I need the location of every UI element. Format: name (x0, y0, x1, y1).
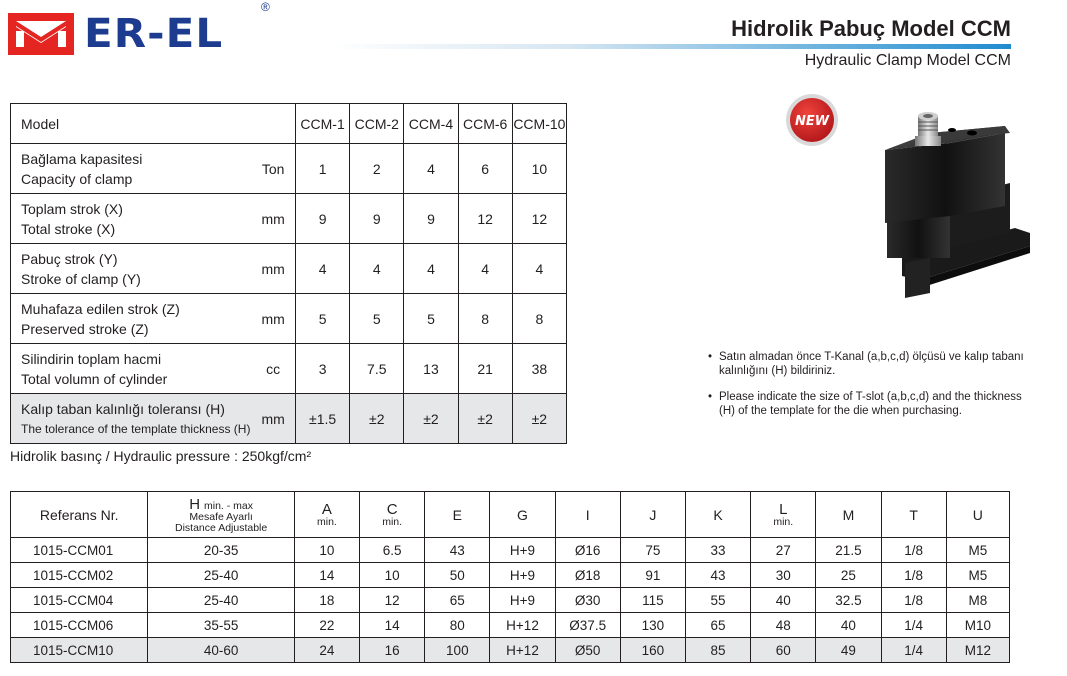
ref-value: H+9 (490, 588, 555, 613)
spec-table (10, 103, 567, 444)
spec-value: 21 (458, 344, 512, 394)
spec-header-row (11, 104, 567, 144)
ref-value: 14 (360, 613, 425, 638)
spec-row-label (11, 244, 254, 294)
registered-mark: ® (261, 0, 270, 14)
ref-value: 1/8 (881, 563, 946, 588)
note-tr: • Satın almadan önce T-Kanal (a,b,c,d) ölçüsü ve kalıp tabanı kalınlığını (H) bildiriniz. (708, 350, 1028, 378)
h-col-tr: Mesafe Ayarlı (189, 510, 253, 523)
ref-value: H+9 (490, 538, 555, 563)
spec-label-en: Total volumn of cylinder (21, 370, 168, 387)
spec-label-tr: Kalıp taban kalınlığı toleransı (H) (21, 400, 225, 417)
ref-value: 24 (294, 638, 359, 663)
brand-logo (8, 12, 278, 56)
spec-row-label (11, 344, 254, 394)
new-badge-text: NEW (794, 114, 830, 129)
l-col-title: L (779, 501, 788, 518)
c-col-header (360, 492, 425, 538)
spec-row-label (11, 394, 254, 444)
a-col-sub: min. (317, 516, 337, 528)
spec-label-tr: Toplam strok (X) (21, 200, 123, 217)
ref-value: 30 (751, 563, 816, 588)
ref-value: M5 (946, 538, 1009, 563)
ref-value: Ø30 (555, 588, 620, 613)
spec-row (11, 394, 567, 444)
spec-value: ±2 (350, 394, 404, 444)
spec-value: 8 (458, 294, 512, 344)
ref-value: Ø18 (555, 563, 620, 588)
spec-row (11, 294, 567, 344)
k-col-header: K (685, 492, 750, 538)
model-ccm-1: CCM-1 (296, 104, 350, 144)
ref-value: 65 (685, 613, 750, 638)
ref-value: 33 (685, 538, 750, 563)
spec-value: 10 (512, 144, 566, 194)
spec-unit: mm (253, 194, 295, 244)
model-label: Model (11, 104, 296, 144)
spec-value: 2 (350, 144, 404, 194)
ref-value: 32.5 (816, 588, 881, 613)
l-col-sub: min. (773, 516, 794, 528)
model-ccm-10: CCM-10 (512, 104, 566, 144)
spec-row (11, 244, 567, 294)
ref-value: 10 (360, 563, 425, 588)
c-col-sub: min. (382, 516, 403, 528)
m-col-header: M (816, 492, 881, 538)
spec-value: 5 (350, 294, 404, 344)
ref-value: H+12 (490, 613, 555, 638)
ref-value: Ø50 (555, 638, 620, 663)
spec-value: 4 (350, 244, 404, 294)
ref-row (11, 538, 1010, 563)
ref-value: 6.5 (360, 538, 425, 563)
ref-value: M10 (946, 613, 1009, 638)
ref-value: 55 (685, 588, 750, 613)
page-title-en: Hydraulic Clamp Model CCM (804, 52, 1011, 69)
ref-value: 75 (620, 538, 685, 563)
product-image (780, 88, 1040, 333)
ref-value: 16 (360, 638, 425, 663)
ref-value: 1/4 (881, 613, 946, 638)
spec-label-tr: Silindirin toplam hacmi (21, 350, 162, 367)
note-en: • Please indicate the size of T-slot (a,b,c,d) and the thickness (H) of the template for the die when purchasing. (708, 390, 1028, 418)
page-title-tr: Hidrolik Pabuç Model CCM (731, 16, 1011, 41)
spec-value: 6 (458, 144, 512, 194)
spec-row-label (11, 294, 254, 344)
ref-value: 27 (751, 538, 816, 563)
brand-name: ER-EL (84, 11, 224, 57)
spec-unit: mm (253, 394, 295, 444)
ref-value: 60 (751, 638, 816, 663)
spec-value: 13 (404, 344, 458, 394)
ref-value: 50 (425, 563, 490, 588)
ref-header-row (11, 492, 1010, 538)
ref-row (11, 563, 1010, 588)
ref-value: M12 (946, 638, 1009, 663)
e-col-header: E (425, 492, 490, 538)
ref-value: 25 (816, 563, 881, 588)
ref-row (11, 588, 1010, 613)
ref-value: 22 (294, 613, 359, 638)
ref-value: H+12 (490, 638, 555, 663)
ref-value: 20-35 (148, 538, 294, 563)
spec-label-en: Stroke of clamp (Y) (21, 270, 141, 287)
ref-value: 40 (751, 588, 816, 613)
spec-value: 4 (404, 244, 458, 294)
spec-value: 9 (350, 194, 404, 244)
spec-value: 9 (296, 194, 350, 244)
model-ccm-6: CCM-6 (458, 104, 512, 144)
spec-value: 4 (296, 244, 350, 294)
ref-value: M8 (946, 588, 1009, 613)
hydraulic-pressure-note: Hidrolik basınç / Hydraulic pressure : 250kgf/cm² (10, 448, 312, 464)
model-ccm-2: CCM-2 (350, 104, 404, 144)
ref-number: 1015-CCM10 (11, 638, 148, 663)
ref-value: 80 (425, 613, 490, 638)
model-ccm-4: CCM-4 (404, 104, 458, 144)
ref-value: 48 (751, 613, 816, 638)
ref-value: 40 (816, 613, 881, 638)
a-col-title: A (321, 501, 332, 518)
ref-value: 25-40 (148, 563, 294, 588)
spec-value: 7.5 (350, 344, 404, 394)
ref-value: Ø16 (555, 538, 620, 563)
h-col-minmax: min. - max (203, 499, 253, 512)
ref-value: H+9 (490, 563, 555, 588)
ref-value: Ø37.5 (555, 613, 620, 638)
t-col-header: T (881, 492, 946, 538)
h-col-title: H (189, 495, 201, 513)
ref-value: 10 (294, 538, 359, 563)
title-divider (330, 44, 1011, 49)
spec-value: 3 (296, 344, 350, 394)
g-col-header: G (490, 492, 555, 538)
ref-value: 14 (294, 563, 359, 588)
spec-unit: Ton (253, 144, 295, 194)
spec-value: 12 (512, 194, 566, 244)
spec-value: 38 (512, 344, 566, 394)
ref-value: 43 (425, 538, 490, 563)
spec-row (11, 144, 567, 194)
ref-value: 115 (620, 588, 685, 613)
spec-label-en: Total stroke (X) (21, 220, 116, 237)
spec-unit: mm (253, 294, 295, 344)
ref-value: 35-55 (148, 613, 294, 638)
spec-label-en: Preserved stroke (Z) (21, 320, 149, 337)
brand-mark-icon (8, 13, 74, 55)
ref-value: 40-60 (148, 638, 294, 663)
ref-number: 1015-CCM06 (11, 613, 148, 638)
spec-value: 4 (512, 244, 566, 294)
ref-value: 1/8 (881, 588, 946, 613)
ref-value: 25-40 (148, 588, 294, 613)
spec-value: 4 (458, 244, 512, 294)
ref-value: 18 (294, 588, 359, 613)
spec-row (11, 194, 567, 244)
notes-list (708, 350, 1028, 430)
spec-label-en: Capacity of clamp (21, 170, 133, 187)
spec-row-label (11, 144, 254, 194)
spec-label-tr: Pabuç strok (Y) (21, 250, 118, 267)
spec-value: ±2 (458, 394, 512, 444)
spec-value: 8 (512, 294, 566, 344)
ref-row (11, 613, 1010, 638)
j-col-header: J (620, 492, 685, 538)
ref-value: 43 (685, 563, 750, 588)
ref-number: 1015-CCM01 (11, 538, 148, 563)
spec-value: ±2 (404, 394, 458, 444)
ref-value: 91 (620, 563, 685, 588)
ref-value: 65 (425, 588, 490, 613)
ref-number: 1015-CCM02 (11, 563, 148, 588)
ref-row (11, 638, 1010, 663)
spec-value: 5 (296, 294, 350, 344)
c-col-title: C (386, 501, 398, 518)
ref-value: 160 (620, 638, 685, 663)
spec-row-label (11, 194, 254, 244)
spec-label-en: The tolerance of the template thickness (H) (21, 421, 251, 436)
ref-value: 1/8 (881, 538, 946, 563)
spec-value: 1 (296, 144, 350, 194)
spec-value: ±2 (512, 394, 566, 444)
spec-unit: mm (253, 244, 295, 294)
ref-value: 12 (360, 588, 425, 613)
new-badge (786, 94, 838, 146)
l-col-header (751, 492, 816, 538)
spec-value: 4 (404, 144, 458, 194)
h-col-en: Distance Adjustable (175, 521, 268, 534)
a-col-header (294, 492, 359, 538)
spec-unit: cc (253, 344, 295, 394)
spec-value: 5 (404, 294, 458, 344)
ref-value: M5 (946, 563, 1009, 588)
ref-col-header: Referans Nr. (11, 492, 148, 538)
i-col-header: I (555, 492, 620, 538)
ref-value: 1/4 (881, 638, 946, 663)
ref-number: 1015-CCM04 (11, 588, 148, 613)
ref-value: 85 (685, 638, 750, 663)
spec-value: 9 (404, 194, 458, 244)
ref-value: 130 (620, 613, 685, 638)
u-col-header: U (946, 492, 1009, 538)
spec-label-tr: Bağlama kapasitesi (21, 150, 143, 167)
ref-value: 21.5 (816, 538, 881, 563)
spec-value: 12 (458, 194, 512, 244)
reference-table (10, 491, 1010, 663)
ref-value: 100 (425, 638, 490, 663)
h-col-header (148, 492, 294, 538)
ref-value: 49 (816, 638, 881, 663)
spec-label-tr: Muhafaza edilen strok (Z) (21, 300, 180, 317)
spec-row (11, 344, 567, 394)
spec-value: ±1.5 (296, 394, 350, 444)
